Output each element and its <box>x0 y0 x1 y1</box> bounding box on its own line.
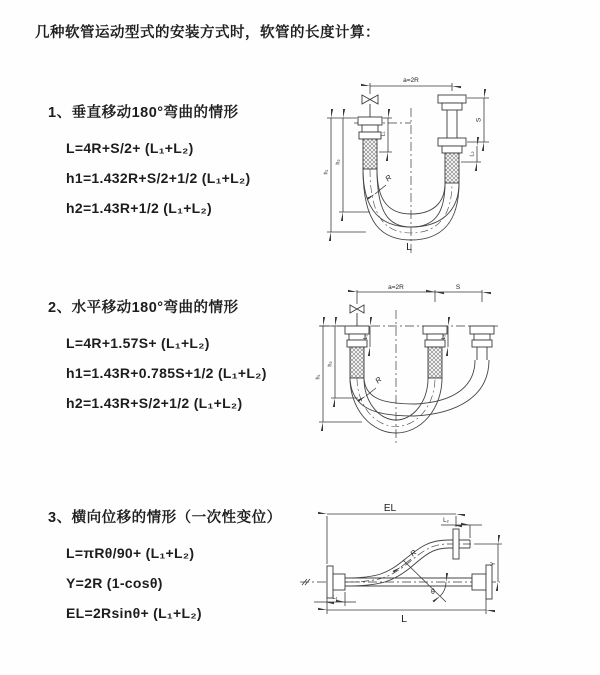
valve-icon <box>350 305 364 326</box>
dim-label-l1: L₁ <box>332 595 338 601</box>
formula-y: Y=2R (1-cosθ) <box>66 575 163 591</box>
dimension-el <box>327 514 456 564</box>
section-2-heading: 2、水平移动180°弯曲的情形 <box>48 300 239 316</box>
right-fitting <box>470 326 494 360</box>
left-fitting <box>345 326 369 378</box>
hose-displaced-position <box>345 540 470 586</box>
dim-label-s: S <box>475 117 483 123</box>
section-3-heading: 3、横向位移的情形（一次性变位） <box>48 510 282 526</box>
dim-label-s: S <box>455 284 461 291</box>
right-flange <box>472 565 492 599</box>
dim-label-r: R <box>373 374 384 386</box>
formula-h2: h2=1.43R+1/2 (L₁+L₂) <box>66 200 213 216</box>
formula-h2: h2=1.43R+S/2+1/2 (L₁+L₂) <box>66 395 243 411</box>
dim-label-h1: h₁ <box>315 374 322 380</box>
section-3 <box>48 506 282 628</box>
section-1-heading: 1、垂直移动180°弯曲的情形 <box>48 105 239 121</box>
diagram-horizontal-180-bend <box>306 282 598 462</box>
dimension-l2 <box>441 525 482 538</box>
middle-fitting <box>423 326 447 378</box>
hose-u-bend <box>350 360 489 433</box>
angle-theta <box>403 560 446 602</box>
dim-label-l2: L₂ <box>469 151 476 157</box>
left-flange <box>327 566 345 598</box>
dim-label-r: R <box>383 172 394 184</box>
upper-flange <box>453 529 459 559</box>
formula-el: EL=2Rsinθ+ (L₁+L₂) <box>66 605 202 621</box>
formula-l: L=4R+S/2+ (L₁+L₂) <box>66 140 194 156</box>
dim-label-y: Y <box>490 561 497 567</box>
dim-label-l: L <box>401 613 407 625</box>
dim-label-l1: L₁ <box>380 131 387 137</box>
dimension-a2r <box>357 290 482 304</box>
dim-label-l: L <box>406 241 412 253</box>
left-fitting <box>358 117 382 169</box>
dim-label-theta: θ <box>431 589 435 596</box>
dim-label-l2: L₂ <box>441 334 447 340</box>
dim-label-h2: h₂ <box>335 159 342 165</box>
dim-label-l2: L₂ <box>443 518 449 524</box>
page-title: 几种软管运动型式的安装方式时，软管的长度计算： <box>35 25 380 41</box>
formula-h1: h1=1.43R+0.785S+1/2 (L₁+L₂) <box>66 365 267 381</box>
section-2 <box>48 296 267 418</box>
diagram-lateral-displacement <box>298 498 598 646</box>
right-fitting <box>438 95 466 183</box>
dim-label-a2r: a=2R <box>403 77 419 84</box>
dim-label-l1: L₁ <box>363 334 369 340</box>
section-1 <box>48 101 251 223</box>
diagram-vertical-180-bend <box>312 72 597 260</box>
dimension-a2r <box>370 83 452 94</box>
dim-label-h1: h₁ <box>323 169 330 175</box>
dim-label-el: EL <box>383 503 397 514</box>
valve-icon <box>362 95 378 117</box>
dimension-l <box>327 598 486 614</box>
dim-label-a2r: a=2R <box>388 284 404 291</box>
formula-l: L=πRθ/90+ (L₁+L₂) <box>66 545 195 561</box>
formula-h1: h1=1.432R+S/2+1/2 (L₁+L₂) <box>66 170 251 186</box>
dim-label-r: R <box>408 547 419 559</box>
dim-label-h2: h₂ <box>327 361 334 367</box>
formula-l: L=4R+1.57S+ (L₁+L₂) <box>66 335 210 351</box>
